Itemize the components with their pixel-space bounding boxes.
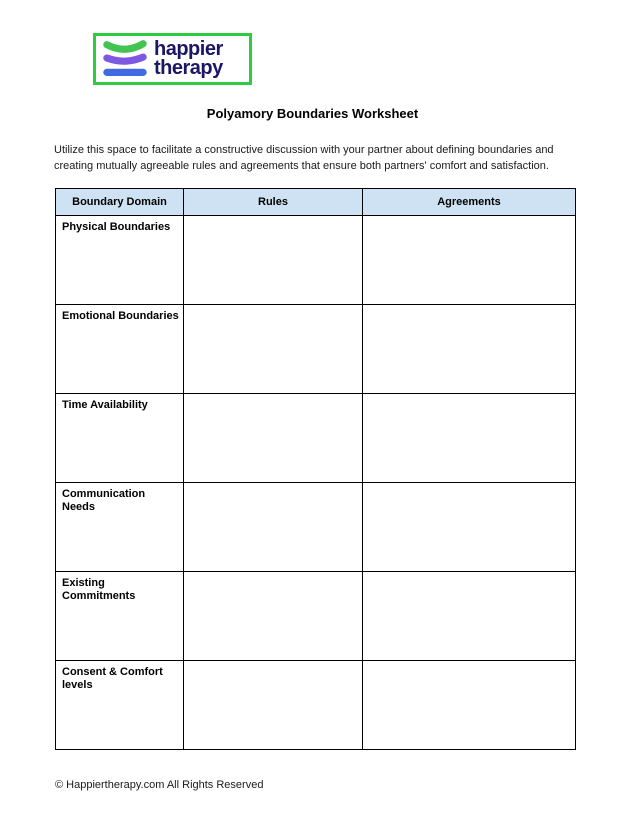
domain-cell: Consent & Comfort levels	[56, 661, 184, 750]
table-row	[56, 394, 576, 483]
col-header-boundary-domain: Boundary Domain	[56, 189, 184, 216]
boundaries-table	[55, 188, 576, 750]
brand-mark-icon	[100, 38, 150, 80]
copyright-text: © Happiertherapy.com All Rights Reserved	[55, 779, 264, 791]
table-row	[56, 661, 576, 750]
agreements-cell[interactable]	[363, 305, 576, 394]
domain-cell: Physical Boundaries	[56, 216, 184, 305]
page-title: Polyamory Boundaries Worksheet	[206, 106, 419, 121]
domain-cell: Time Availability	[56, 394, 184, 483]
brand-word-bottom: therapy	[154, 57, 223, 79]
agreements-cell[interactable]	[363, 216, 576, 305]
intro-text: Utilize this space to facilitate a constructive discussion with your partner about defining boundaries and creating mutually agreeable rules and agreements that ensure both partners' comfort and satisfaction.	[54, 144, 554, 172]
domain-cell: Communication Needs	[56, 483, 184, 572]
table-row	[56, 483, 576, 572]
col-header-rules: Rules	[184, 189, 363, 216]
rules-cell[interactable]	[184, 394, 363, 483]
domain-cell: Existing Commitments	[56, 572, 184, 661]
col-header-agreements: Agreements	[363, 189, 576, 216]
rules-cell[interactable]	[184, 305, 363, 394]
table-row	[56, 305, 576, 394]
brand-wordmark	[154, 40, 223, 78]
agreements-cell[interactable]	[363, 572, 576, 661]
rules-cell[interactable]	[184, 483, 363, 572]
rules-cell[interactable]	[184, 572, 363, 661]
rules-cell[interactable]	[184, 216, 363, 305]
table-row	[56, 216, 576, 305]
agreements-cell[interactable]	[363, 483, 576, 572]
domain-cell: Emotional Boundaries	[56, 305, 184, 394]
brand-logo	[93, 33, 252, 85]
table-header-row	[56, 189, 576, 216]
agreements-cell[interactable]	[363, 394, 576, 483]
rules-cell[interactable]	[184, 661, 363, 750]
table-row	[56, 572, 576, 661]
brand-word-top: happier	[154, 38, 223, 60]
agreements-cell[interactable]	[363, 661, 576, 750]
